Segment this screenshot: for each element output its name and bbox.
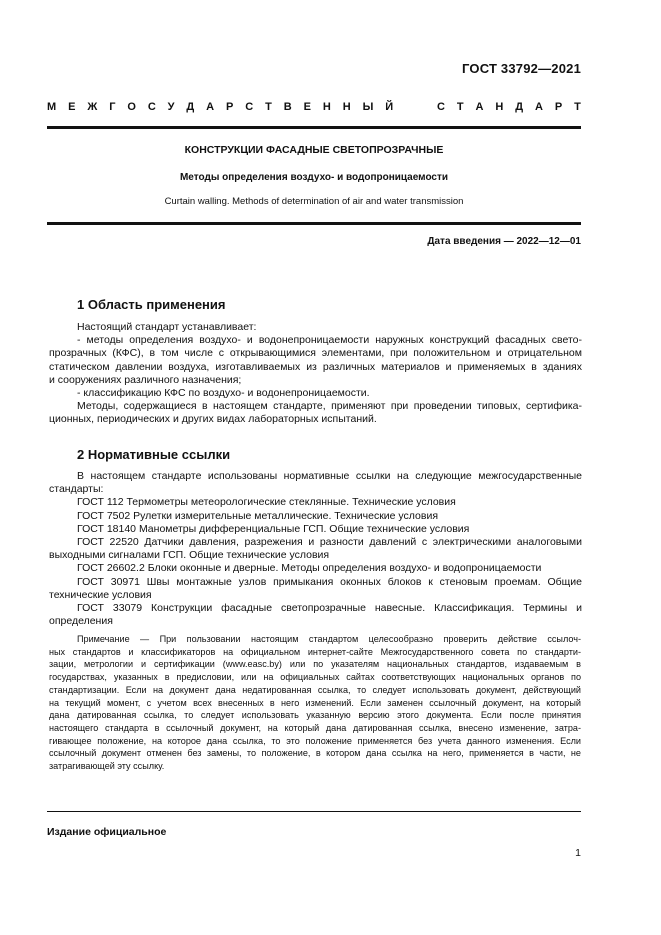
text-line: Методы, содержащиеся в настоящем стандарте, применяют при проведении типовых, сертифика- [77,400,582,413]
note-line: настоящего стандарта в ссылочный документ, на который дана датированная ссылка, внесено изменение, затра- [49,722,581,733]
text-line: - классификацию КФС по воздухо- и водонепроницаемости. [77,387,370,400]
text-line: - методы определения воздухо- и водонепроницаемости наружных конструкций фасадных свето- [77,334,582,347]
banner-letter: О [127,101,136,113]
note-line: стандартизации. Если на документ дана недатированная ссылка, то следует использовать документ, действующий [49,684,581,695]
banner-letter: А [206,101,215,113]
text-line: В настоящем стандарте использованы нормативные ссылки на следующие межгосударственные [77,470,582,482]
banner-letter: Ж [87,101,98,113]
standard-number: ГОСТ 33792—2021 [462,61,581,76]
reference-gost-18140: ГОСТ 18140 Манометры дифференциальные ГСП. Общие технические условия [77,522,470,535]
reference-gost-26602-2: ГОСТ 26602.2 Блоки оконные и дверные. Методы определения воздухо- и водопроницаемости [77,562,542,575]
note-text: — При пользовании настоящим стандартом целесообразно проверить действие ссылоч- [129,634,581,644]
note-line: дана датированная ссылка, то следует использовать указанную версию этого документа. Если после принятия [49,710,581,721]
text-line: статическом давлении воздуха, изготавливаемых из различных материалов и применяемых в зданиях [49,360,582,373]
text-line: определения [49,615,113,628]
text-line: и сооружениях различного назначения; [49,373,242,386]
section-2-heading: 2 Нормативные ссылки [77,447,231,462]
text-line: прозрачных (КФС), в том числе с открывающимися элементами, при положительном и отрицательном [49,347,582,360]
title-rule [47,222,581,225]
banner-letter: Р [226,101,234,113]
text-line: выходными сигналами ГСП. Общие технические условия [49,549,330,562]
introduction-date: Дата введения — 2022—12—01 [427,236,581,247]
reference-gost-112: ГОСТ 112 Термометры метеорологические стеклянные. Технические условия [77,496,456,509]
note-first-line [49,633,581,646]
banner-letter: Т [574,101,581,113]
document-title: КОНСТРУКЦИИ ФАСАДНЫЕ СВЕТОПРОЗРАЧНЫЕ [184,144,444,156]
page-number: 1 [575,847,581,859]
banner-letter: Е [303,101,311,113]
banner-letter: Г [109,101,116,113]
banner-letter: Н [322,101,331,113]
banner-letter: Й [385,101,394,113]
note-label: Примечание [77,634,130,644]
banner-letter: Ы [362,101,374,113]
text-line: ционных, периодических и других видах лабораторных испытаний. [49,413,377,426]
banner-letter: С [437,101,445,113]
official-edition-label: Издание официальное [47,826,167,838]
banner-letter: Д [186,101,195,113]
banner-letter: М [47,101,57,113]
note-line: затрагивающей эту ссылку. [49,761,165,772]
banner-letter: Т [456,101,464,113]
note-line: гивающее положение, на которое дана ссылка, то это положение применяется без учета данного изменения. Если [49,735,581,746]
note-line: зации, метрологии и сертификации (www.easc.by) или по указателям национальных стандартов, издаваемым в [49,659,581,670]
reference-gost-22520: ГОСТ 22520 Датчики давления, разрежения и разности давлений с электрическими аналоговыми [77,536,582,549]
section-1-heading: 1 Область применения [77,297,226,312]
text-line: Настоящий стандарт устанавливает: [77,321,257,333]
banner-letter: А [475,101,484,113]
reference-gost-30971: ГОСТ 30971 Швы монтажные узлов примыкания оконных блоков к стеновым проемам. Общие [77,575,582,588]
footer-rule [47,811,581,812]
banner-letter: С [147,101,156,113]
banner-letter: Р [554,101,563,113]
text-line: технические условия [49,588,152,601]
reference-gost-33079: ГОСТ 33079 Конструкции фасадные светопрозрачные навесные. Классификация. Термины и [77,602,582,615]
banner-letter: У [167,101,175,113]
banner-letter: Н [342,101,351,113]
banner-letter: С [245,101,254,113]
top-rule [47,126,581,129]
banner-letter: Е [68,101,76,113]
note-line: государствах, указанных в предисловии, или на официальных сайтах соответствующих национальных органов по [49,672,581,683]
note-line: на текущий момент, с учетом всех внесенных в него изменений. Если заменен ссылочный документ, на который [49,697,581,708]
interstate-standard-banner [47,98,581,116]
banner-letter: Н [495,101,504,113]
note-block [49,633,581,773]
banner-letter: В [283,101,292,113]
note-line: ссылочный документ отменен без замены, то положение, в котором дана ссылка на него, применяется в части, не [49,748,581,759]
text-line: стандарты: [49,483,104,496]
reference-gost-7502: ГОСТ 7502 Рулетки измерительные металлические. Технические условия [77,509,439,522]
section-2-body [49,470,582,628]
banner-letter: Д [515,101,524,113]
banner-letter: Т [265,101,272,113]
section-1-body [49,321,582,427]
english-title: Curtain walling. Methods of determination of air and water transmission [164,196,464,207]
document-subtitle: Методы определения воздухо- и водопроницаемости [179,172,449,183]
note-line: ных стандартов и классификаторов на официальном интернет-сайте Межгосударственного совета по стандарти- [49,646,581,657]
banner-letter: А [534,101,543,113]
